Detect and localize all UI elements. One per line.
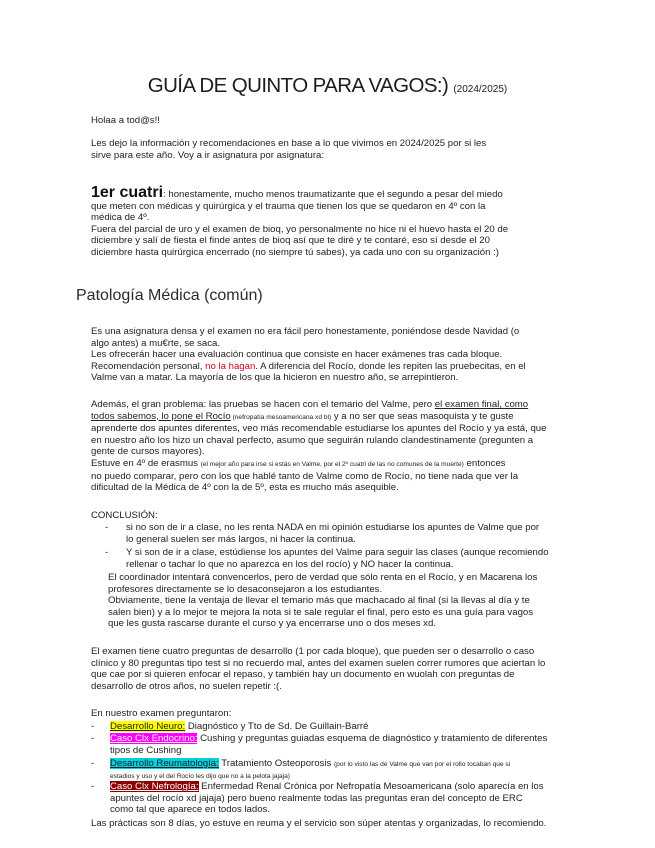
cuatri-line-rest: : honestamente, mucho menos traumatizante que el segundo a pesar del miedo (163, 189, 503, 200)
title-main: GUÍA DE QUINTO PARA VAGOS:) (147, 74, 449, 97)
text-line: dificultad de la Médica de 4º con la de 5º, esta es mucho más asequible. (91, 482, 399, 494)
text-line: desarrollo de otros años, no suelen repetir :(. (91, 680, 282, 692)
highlight-tag-neuro: Desarrollo Neuro: (110, 721, 186, 732)
question-4 (110, 781, 590, 816)
text-line: salen bien) y a lo mejor te mejora la nota si te sale regular el final, pero esto es una guía para vagos (108, 606, 534, 618)
text-line: El examen tiene cuatro preguntas de desarrollo (1 por cada bloque), que pueden ser o desarrollo o caso (91, 646, 535, 657)
text-line: que les gusta rascarse durante el curso y ya encerrarse uno o dos meses xd. (108, 618, 436, 630)
text-line (110, 733, 590, 745)
text-line: tipos de Cushing (110, 744, 182, 756)
underlined-text: todos sabemos, lo pone el Rocío (91, 410, 231, 422)
text-fragment: Cushing y preguntas guiadas esquema de diagnóstico y tratamiento de diferentes (197, 733, 548, 744)
footer-paragraph: Las prácticas son 8 días, yo estuve en reuma y el servicio son súper atentas y organizadas, lo recomiendo. (91, 818, 547, 829)
text-line (91, 458, 581, 471)
bullet-dash: - (91, 781, 95, 792)
bullet-dash: - (91, 721, 95, 732)
question-1 (110, 721, 590, 733)
conclusion-bullet-1 (126, 522, 586, 545)
intro-line: Les dejo la información y recomendaciones en base a lo que vivimos en 2024/2025 por si les (91, 138, 487, 149)
cuatri-line: diciembre y salí de fiesta el finde antes de bioq así que te diré y te contaré, eso sí desde el 20 (91, 235, 490, 247)
bullet-dash: - (91, 758, 95, 769)
text-line: si no son de ir a clase, no les renta NADA en mi opinión estudiarse los apuntes de Valme que por (126, 522, 540, 533)
bullet-dash: - (91, 733, 95, 744)
highlight-tag-endocrino: Caso Clx Endocrino: (110, 733, 198, 744)
text-line: que cae por si quieren enfocar el repaso, y también hay un documento en wuolah con preguntas de (91, 669, 515, 681)
intro-paragraph (91, 138, 581, 161)
text-fragment: Además, el gran problema: las pruebas se hacen con el temario del Valme, pero (91, 399, 435, 410)
conclusion-heading: CONCLUSIÓN: (91, 510, 158, 521)
text-fragment: . A diferencia del Rocío, donde les repiten las pruebecitas, en el (255, 360, 526, 372)
greeting: Holaa a tod@s!! (91, 115, 160, 126)
cuatri-line: diciembre hasta quirúrgica encerrado (no siempre tú sabes), ya cada uno con su organización :) (91, 246, 499, 258)
bullet-dash: - (105, 522, 109, 533)
text-fragment: Estuve en 4º de erasmus (91, 457, 201, 469)
text-line: Les ofrecerán hacer una evaluación continua que consiste en hacer exámenes tras cada bloque. (91, 349, 503, 361)
conclusion-bullet-2 (126, 547, 586, 570)
question-2 (110, 733, 590, 756)
highlight-tag-reuma: Desarrollo Reumatología: (110, 758, 219, 769)
text-line: como tal que aparece en todos lados. (110, 804, 271, 816)
highlight-tag-nefro: Caso Clx Nefrología: (110, 781, 199, 792)
cuatri-line: que meten con médicas y quirúrgica y el trauma que tienen los que se quedaron en 4º con la (91, 200, 486, 212)
text-fragment: entonces (463, 457, 506, 469)
text-line: en nuestro año los hizo un chaval perfecto, asumo que seguirán rulando clandestinamente (pregunten a (91, 434, 534, 446)
text-line: no puedo comparar, pero con los que hablé tanto de Valme como de Rocío, no tiene nada que ver la (91, 470, 519, 482)
text-line: Es una asignatura densa y el examen no era fácil pero honestamente, poniéndose desde Navidad (o (91, 326, 520, 337)
question-3 (110, 758, 590, 782)
small-text: (nefropatía mesoamericana xd bl) (230, 413, 332, 421)
text-line: gente de cursos mayores). (91, 446, 205, 458)
text-line: lo general suelen ser más largos, ni hacer la continua. (126, 533, 356, 545)
text-line (91, 411, 581, 424)
text-line (91, 361, 581, 373)
underlined-text: el examen final, como (434, 399, 529, 410)
cuatri-paragraph (91, 184, 581, 259)
title-year: (2024/2025) (453, 84, 508, 95)
conclusion-rest (108, 572, 588, 630)
text-line (91, 399, 581, 411)
text-line (110, 758, 590, 771)
questions-heading: En nuestro examen preguntaron: (91, 708, 232, 719)
text-fragment: Diagnóstico y Tto de Sd. De Guillain-Barré (185, 721, 369, 732)
small-text-line: estadios y uso y el del Rocío les dijo que no a la pelota jajaja) (110, 772, 290, 780)
cuatri-line: Fuera del parcial de uro y el examen de bioq, yo personalmente no hice ni el huevo hasta el 20 de (91, 223, 509, 235)
text-fragment: y a no ser que seas masoquista y te guste (331, 410, 514, 422)
text-line: El coordinador intentará convencerlos, pero de verdad que sólo renta en el Rocío, y en Macarena los (108, 572, 538, 583)
text-line: Obviamente, tiene la ventaja de llevar el temario más que machacado al final (si la llevas al día y te (108, 595, 530, 607)
text-line (110, 781, 590, 793)
document-title (0, 74, 655, 98)
text-line: apuntes del rocío xd jajaja) pero bueno realmente todas las preguntas eran del concepto de ERC (110, 792, 523, 804)
paragraph-examen (91, 646, 581, 692)
small-text: (el mejor año para irse si estás en Valme, por el 2º cuatri de las no comunes de la muerte) (200, 460, 464, 468)
paragraph-problema (91, 399, 581, 494)
text-line: algo antes) a mu€rte, se saca. (91, 337, 221, 349)
text-fragment: Tratamiento Osteoporosis (218, 758, 334, 769)
small-text: (por lo visto las de Valme que van por el rollo tocaban que si (333, 761, 511, 768)
cuatri-heading: 1er cuatri (91, 184, 164, 201)
text-fragment: Enfermedad Renal Crónica por Nefropatía Mesoamericana (solo aparecía en los (198, 781, 544, 792)
text-line: profesores directamente se lo desaconsejaron a los estudiantes. (108, 583, 383, 595)
text-fragment: Recomendación personal, (91, 360, 206, 372)
text-line: Valme van a matar. La mayoría de los que la hicieron en nuestro año, se arrepintieron. (91, 372, 459, 384)
cuatri-first-line (91, 184, 581, 201)
red-emphasis: no la hagan (205, 360, 256, 372)
text-line: Y si son de ir a clase, estúdiense los apuntes del Valme para seguir las clases (aunque recomiendo (126, 547, 549, 558)
section-heading: Patología Médica (común) (76, 287, 263, 304)
paragraph-evaluacion (91, 326, 581, 384)
bullet-dash: - (105, 547, 109, 558)
intro-line: sirve para este año. Voy a ir asignatura por asignatura: (91, 149, 325, 161)
text-line: clínico y 80 preguntas tipo test si no recuerdo mal, antes del examen suelen correr rumores que aciertan lo (91, 657, 546, 669)
text-line: aprenderte dos apuntes diferentes, veo más recomendable estudiarse los apuntes del Rocío y ya está, que (91, 423, 547, 435)
text-line (110, 721, 590, 733)
cuatri-line: médica de 4º. (91, 212, 150, 224)
text-line: rellenar o tachar lo que no aparezca en los del rocío) y NO hacer la continua. (126, 558, 454, 570)
